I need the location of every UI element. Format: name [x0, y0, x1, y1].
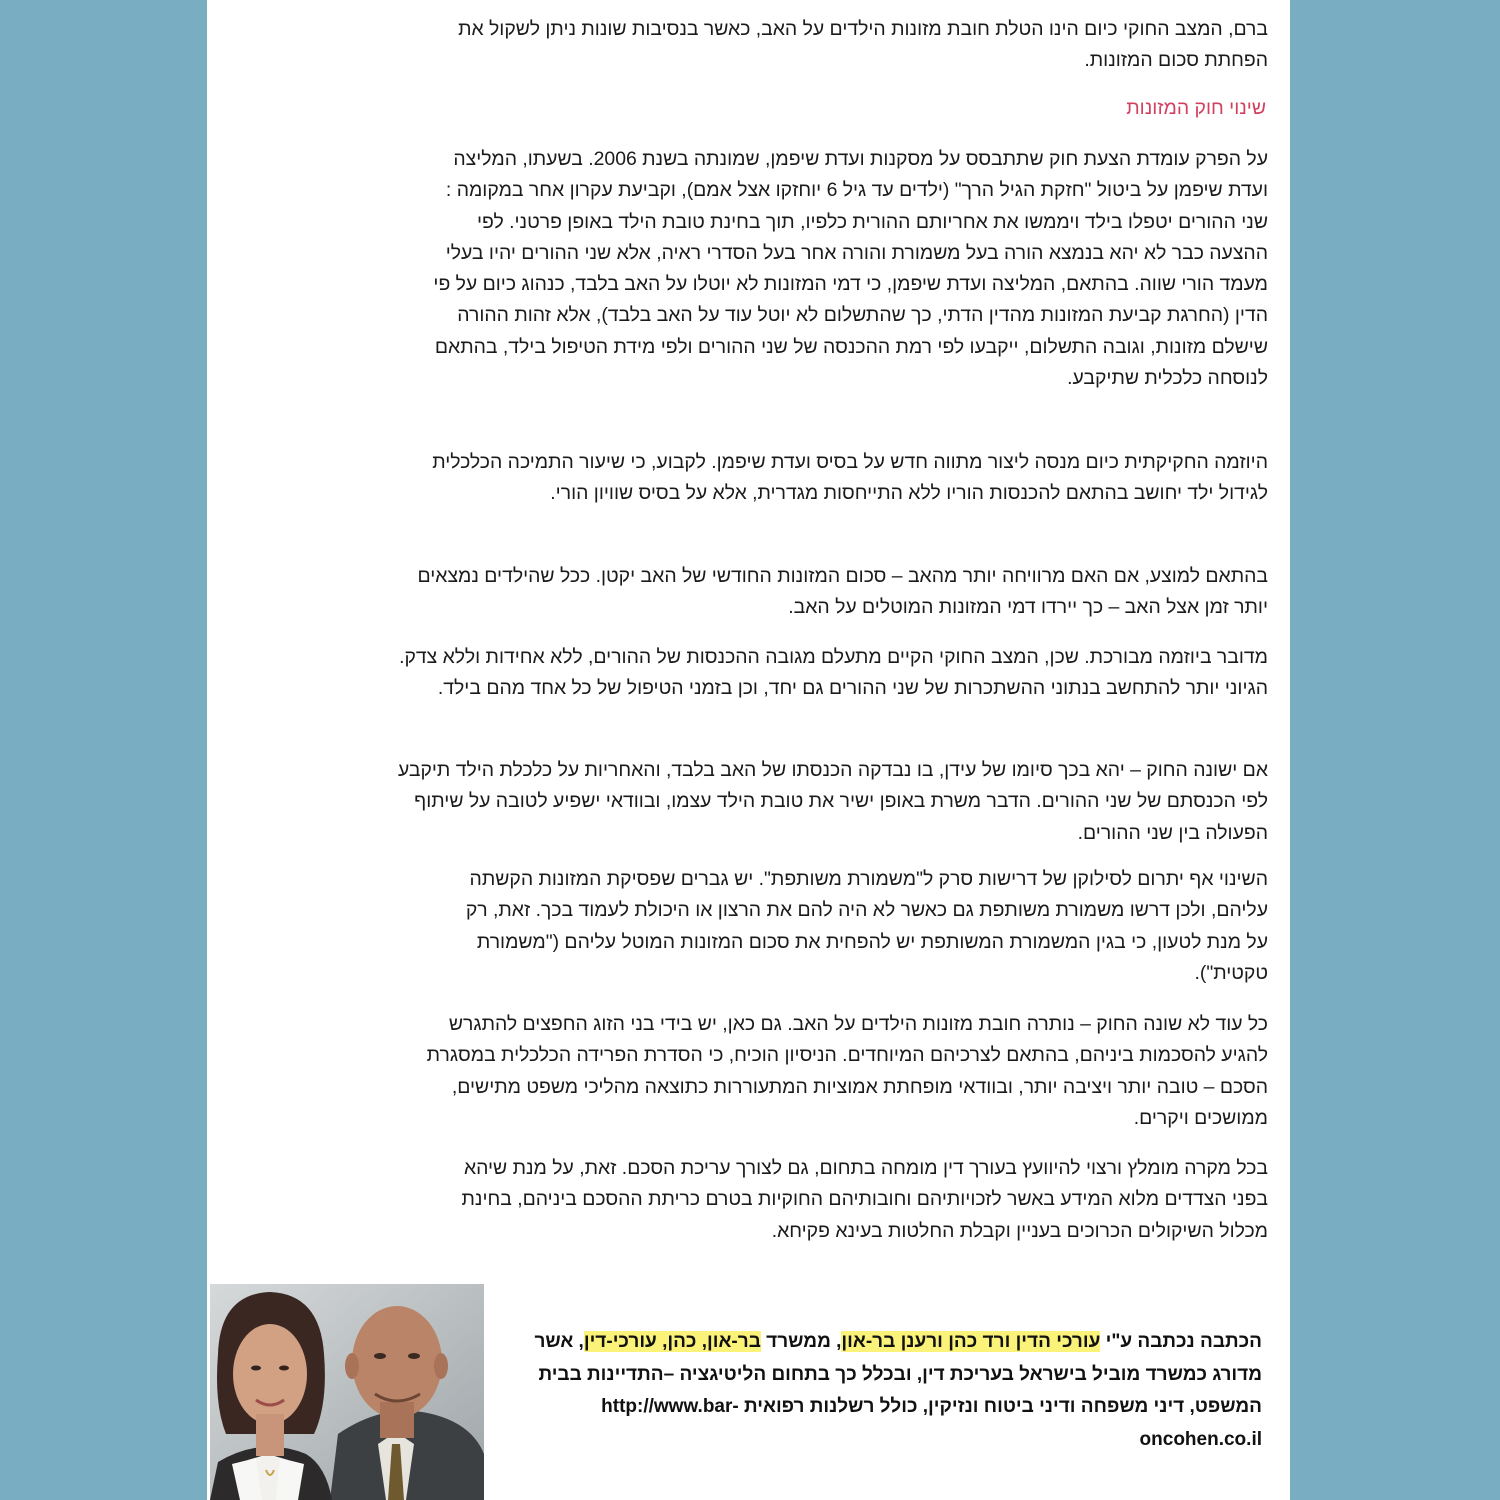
- paragraph-blessed-initiative: מדובר ביוזמה מבורכת. שכן, המצב החוקי הקיים מתעלם מגובה ההכנסות של ההורים, ללא אחידות וללא צדק. הגיוני יותר להתחשב בנתוני ההשתכרות של שני ההורים גם יחד, וכן בזמני הטיפול של כל אחד מהם בילד.: [399, 646, 1268, 700]
- article-body: [210, 0, 1268, 1270]
- credit-description: , אשר מדורג כמשרד מוביל בישראל בעריכת דין, ובכלל כך בתחום הליטיגציה –התדיינות בבית המשפט, דיני משפחה ודיני ביטוח ונזיקין, כולל רשלנות רפואית: [534, 1331, 1262, 1417]
- section-heading: שינוי חוק המזונות: [1126, 97, 1266, 119]
- paragraph-legislative-initiative: היוזמה החקיקתית כיום מנסה ליצור מתווה חדש על בסיס ועדת שיפמן. לקבוע, כי שיעור התמיכה הכלכלית לגידול ילד יחושב בהתאם להכנסות הוריו ללא התייחסות מגדרית, אלא על בסיס שוויון הורי.: [432, 451, 1268, 505]
- paragraph-until-change: כל עוד לא שונה החוק – נותרה חובת מזונות הילדים על האב. גם כאן, יש בידי בני הזוג החפצים להתגרש להגיע להסכמות ביניהם, בהתאם לצרכיהם המיוחדים. הניסיון הוכיח, כי הסדרת הפרידה הכלכלית במסגרת הסכם – טובה יותר ויציבה יותר, ובוודאי מופחתת אמוציות המתעוררות כתוצאה מהליכי משפט מתישים, ממושכים ויקרים.: [426, 1013, 1268, 1129]
- authors-photo: [210, 1284, 484, 1500]
- author-credit: [500, 1326, 1262, 1456]
- credit-prefix: הכתבה נכתבה ע"י: [1100, 1331, 1262, 1352]
- paragraph-recommendation: בכל מקרה מומלץ ורצוי להיוועץ בעורך דין מומחה בתחום, גם לצורך עריכת הסכם. זאת, על מנת שיהא בפני הצדדים מלוא המידע באשר לזכויותיהם וחובותיהם החוקיות בטרם כריתת ההסכם ביניהם, בחינת מכלול השיקולים הכרוכים בעניין וקבלת החלטות בעינא פקיחא.: [461, 1157, 1268, 1242]
- credit-authors-highlight: עורכי הדין ורד כהן ורענן בר-און: [841, 1331, 1101, 1352]
- credit-firm-highlight: בר-און, כהן, עורכי-דין: [583, 1331, 761, 1352]
- woman-figure: [210, 1292, 332, 1500]
- paragraph-joint-custody: השינוי אף יתרום לסילוקן של דרישות סרק ל"משמורת משותפת". יש גברים שפסיקת המזונות הקשתה עליהם, ולכן דרשו משמורת משותפת גם כאשר לא היה להם את הרצון או היכולת לעמוד בכך. זאת, רק על מנת לטעון, כי בגין המשמורת המשותפת יש להפחית את סכום המזונות המוטל עליהם ("משמורת טקטית").: [465, 868, 1268, 984]
- paragraph-shifman-committee: על הפרק עומדת הצעת חוק שתתבסס על מסקנות ועדת שיפמן, שמונתה בשנת 2006. בשעתו, המליצה ועדת שיפמן על ביטול "חזקת הגיל הרך" (ילדים עד גיל 6 יוחזקו אצל אמם), וקביעת עקרון אחר במקומה : שני ההורים יטפלו בילד ויממשו את אחריותם ההורית כלפיו, תוך בחינת טובת הילד באופן פרטני. לפי ההצעה כבר לא יהא בנמצא הורה בעל משמורת והורה אחר בעל הסדרי ראיה, אלא שני ההורים יהיו בעלי מעמד הורי שווה. בהתאם, המליצה ועדת שיפמן, כי דמי המזונות לא יוטלו על האב בלבד, כנהוג כיום על פי הדין (החרגת קביעת המזונות מהדין הדתי, כך שהתשלום לא יוטל עוד על האב בלבד), אלא זהות ההורה שישלם מזונות, וגובה התשלום, ייקבעו לפי רמת ההכנסה של שני ההורים ולפי מידת הטיפול בילד, בהתאם לנוסחה כלכלית שתיקבע.: [433, 148, 1268, 390]
- intro-paragraph: ברם, המצב החוקי כיום הינו הטלת חובת מזונות הילדים על האב, כאשר בנסיבות שונות ניתן לשקול את הפחתת סכום המזונות.: [458, 18, 1268, 72]
- credit-mid: , ממשרד: [760, 1331, 842, 1352]
- paragraph-end-of-era: אם ישונה החוק – יהא בכך סיומו של עידן, בו נבדקה הכנסתו של האב בלבד, והאחריות על כלכלת הילד תיקבע לפי הכנסתם של שני ההורים. הדבר משרת באופן ישיר את טובת הילד עצמו, ובוודאי ישפיע לטובה על שיתוף הפעולה בין שני ההורים.: [397, 759, 1268, 844]
- paragraph-proposal: בהתאם למוצע, אם האם מרוויחה יותר מהאב – סכום המזונות החודשי של האב יקטן. ככל שהילדים נמצאים יותר זמן אצל האב – כך יירדו דמי המזונות המוטלים על האב.: [417, 565, 1268, 619]
- website-link[interactable]: http://www.bar-oncohen.co.il: [601, 1396, 1262, 1450]
